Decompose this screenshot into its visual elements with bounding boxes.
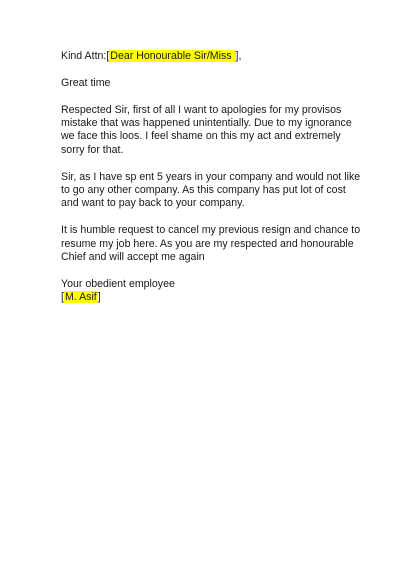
paragraph-line: It is humble request to cancel my previous resign and chance to [61,224,361,237]
closing-block [61,278,361,305]
paragraph-line: mistake that was happened unintentially. Due to my ignorance [61,117,352,129]
signature-name-placeholder: M. Asif [64,291,97,304]
letter-body [61,50,361,305]
paragraph-line: sorry for that. [61,143,124,156]
paragraph-line: Sir, as I have sp ent 5 years in your company and would not like [61,170,361,183]
paragraph-line: resume my job here. As you are my respected and honourable [61,237,354,250]
paragraph-line: and want to pay back to your company. [61,197,245,210]
paragraph-line: Chief and will accept me again [61,251,205,264]
paragraph-line: we face this loos. I feel shame on this my act and extremely [61,130,341,143]
salutation-prefix: Kind Attn:[ [61,50,110,62]
signature-suffix: ] [97,291,101,304]
paragraph-line: to go any other company. As this company has put lot of cost [61,184,346,197]
paragraph-years [61,171,361,211]
salutation-suffix: ], [235,50,242,62]
salutation-recipient-placeholder: Dear Honourable Sir/Miss [110,50,235,62]
paragraph-request [61,224,361,264]
paragraph-line: Respected Sir, first of all I want to apologies for my provisos [61,103,342,116]
paragraph-apology [61,104,361,158]
closing-text: Your obedient employee [61,277,175,290]
signature-prefix: [ [61,291,64,304]
signature-line [61,291,361,304]
greeting: Great time [61,76,111,89]
salutation-line [61,50,361,63]
